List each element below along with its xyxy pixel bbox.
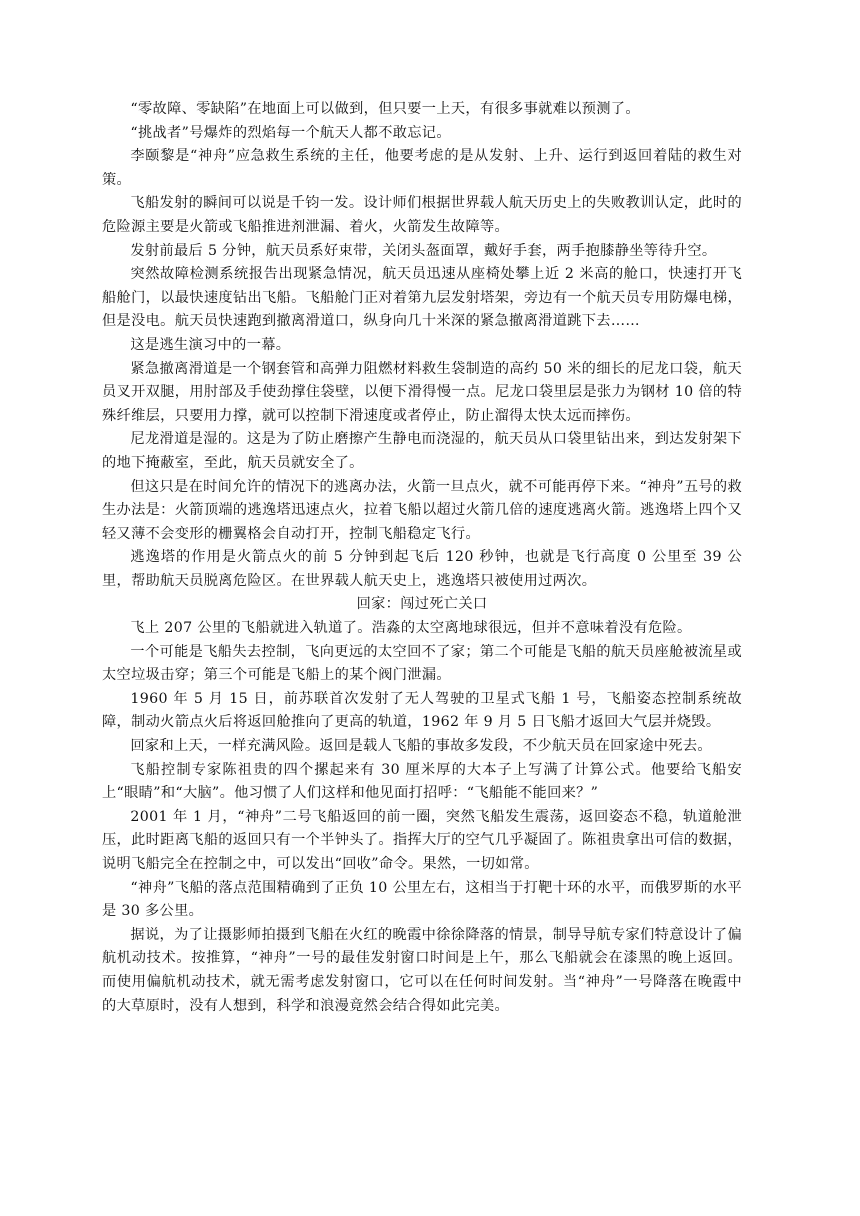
document-body: [102, 98, 742, 1018]
paragraph: 尼龙滑道是湿的。这是为了防止磨擦产生静电而浇湿的，航天员从口袋里钻出来，到达发射架下的地下掩蔽室，至此，航天员就安全了。: [102, 431, 742, 471]
paragraph: 发射前最后 5 分钟，航天员系好束带，关闭头盔面罩，戴好手套，两手抱膝静坐等待升空。: [130, 242, 717, 259]
paragraph: 这是逃生演习中的一幕。: [130, 336, 291, 353]
paragraph: 李颐黎是“神舟”应急救生系统的主任，他要考虑的是从发射、上升、运行到返回着陆的救生对策。: [102, 148, 742, 188]
paragraph: 紧急撤离滑道是一个钢套管和高弹力阻燃材料救生袋制造的高约 50 米的细长的尼龙口袋，航天员叉开双腿，用肘部及手使劲撑住袋壁，以便下滑得慢一点。尼龙口袋里层是张力为钢材 10 倍的特殊纤维层，只要用力撑，就可以控制下滑速度或者停止，防止溜得太快太远而摔伤。: [102, 360, 742, 424]
paragraph: 飞上 207 公里的飞船就进入轨道了。浩淼的太空离地球很远，但并不意味着没有危险。: [130, 620, 692, 637]
paragraph: 1960 年 5 月 15 日，前苏联首次发射了无人驾驶的卫星式飞船 1 号，飞船姿态控制系统故障，制动火箭点火后将返回舱推向了更高的轨道，1962 年 9 月 5 日飞船才返回大气层并烧毁。: [102, 690, 742, 731]
paragraph: “神舟”飞船的落点范围精确到了正负 10 公里左右，这相当于打靶十环的水平，而俄罗斯的水平是 30 多公里。: [102, 879, 742, 920]
paragraph: “零故障、零缺陷”在地面上可以做到，但只要一上天，有很多事就难以预测了。: [130, 101, 640, 117]
paragraph: “挑战者”号爆炸的烈焰每一个航天人都不敢忘记。: [130, 124, 451, 141]
paragraph: 飞船控制专家陈祖贵的四个摞起来有 30 厘米厚的大本子上写满了计算公式。他要给飞船安上“眼睛”和“大脑”。他习惯了人们这样和他见面打招呼：“飞船能不能回来？”: [102, 761, 742, 802]
paragraph: 飞船发射的瞬间可以说是千钧一发。设计师们根据世界载人航天历史上的失败教训认定，此时的危险源主要是火箭或飞船推进剂泄漏、着火，火箭发生故障等。: [102, 195, 742, 235]
paragraph: 回家和上天，一样充满风险。返回是载人飞船的事故多发段，不少航天员在回家途中死去。: [130, 738, 712, 755]
paragraph: 但这只是在时间允许的情况下的逃离办法，火箭一旦点火，就不可能再停下来。“神舟”五号的救生办法是：火箭顶端的逃逸塔迅速点火，拉着飞船以超过火箭几倍的速度逃离火箭。逃逸塔上四个又轻又薄不会变形的栅翼格会自动打开，控制飞船稳定飞行。: [102, 478, 742, 542]
paragraph: 逃逸塔的作用是火箭点火的前 5 分钟到起飞后 120 秒钟，也就是飞行高度 0 公里至 39 公里，帮助航天员脱离危险区。在世界载人航天史上，逃逸塔只被使用过两次。: [102, 549, 742, 589]
paragraph: 突然故障检测系统报告出现紧急情况，航天员迅速从座椅处攀上近 2 米高的舱口，快速打开飞船舱门，以最快速度钻出飞船。飞船舱门正对着第九层发射塔架，旁边有一个航天员专用防爆电梯，但是没电。航天员快速跑到撤离滑道口，纵身向几十米深的紧急撤离滑道跳下去……: [102, 266, 742, 330]
paragraph: 据说，为了让摄影师拍摄到飞船在火红的晚霞中徐徐降落的情景，制导导航专家们特意设计了偏航机动技术。按推算，“神舟”一号的最佳发射窗口时间是上午，那么飞船就会在漆黑的晚上返回。而使用偏航机动技术，就无需考虑发射窗口，它可以在任何时间发射。当“神舟”一号降落在晚霞中的大草原时，没有人想到，科学和浪漫竟然会结合得如此完美。: [102, 926, 742, 1014]
section-heading: 回家：闯过死亡关口: [356, 596, 488, 613]
paragraph: 2001 年 1 月，“神舟”二号飞船返回的前一圈，突然飞船发生震荡，返回姿态不稳，轨道舱泄压，此时距离飞船的返回只有一个半钟头了。指挥大厅的空气几乎凝固了。陈祖贵拿出可信的数据，说明飞船完全在控制之中，可以发出“回收”命令。果然，一切如常。: [102, 808, 742, 872]
paragraph: 一个可能是飞船失去控制，飞向更远的太空回不了家；第二个可能是飞船的航天员座舱被流星或太空垃圾击穿；第三个可能是飞船上的某个阀门泄漏。: [102, 643, 742, 684]
